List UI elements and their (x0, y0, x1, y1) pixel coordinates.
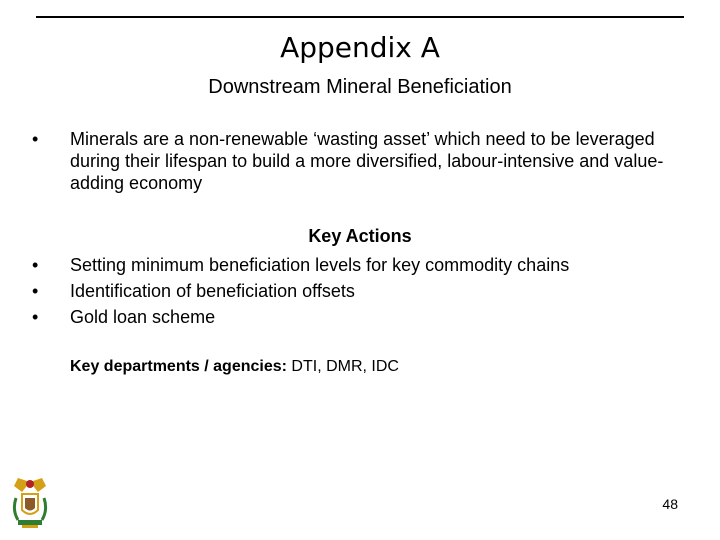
bullet-marker: • (32, 281, 39, 301)
key-action-text: Identification of beneficiation offsets (70, 281, 355, 301)
departments-value: DTI, DMR, IDC (291, 358, 399, 375)
bullet-marker: • (32, 307, 39, 327)
bullet-marker: • (32, 129, 39, 149)
intro-bullet (30, 128, 670, 194)
intro-bullet-text: Minerals are a non-renewable ‘wasting asset’ which need to be leveraged during their lifespan to build a more diversified, labour-intensive and value-adding economy (70, 129, 664, 193)
key-action-text: Gold loan scheme (70, 307, 216, 327)
top-rule (36, 16, 684, 18)
slide-subtitle: Downstream Mineral Beneficiation (208, 76, 512, 98)
list-item (30, 252, 670, 278)
key-action-text: Setting minimum beneficiation levels for key commodity chains (70, 255, 570, 275)
key-actions-heading: Key Actions (308, 226, 412, 246)
key-departments (70, 358, 399, 376)
departments-label: Key departments / agencies: (70, 358, 287, 375)
key-actions-list (30, 252, 670, 330)
list-item (30, 304, 670, 330)
page-number: 48 (662, 496, 678, 512)
bullet-marker: • (32, 255, 39, 275)
slide-title: Appendix A (280, 31, 440, 64)
coat-of-arms-icon (8, 476, 52, 530)
list-item (30, 278, 670, 304)
